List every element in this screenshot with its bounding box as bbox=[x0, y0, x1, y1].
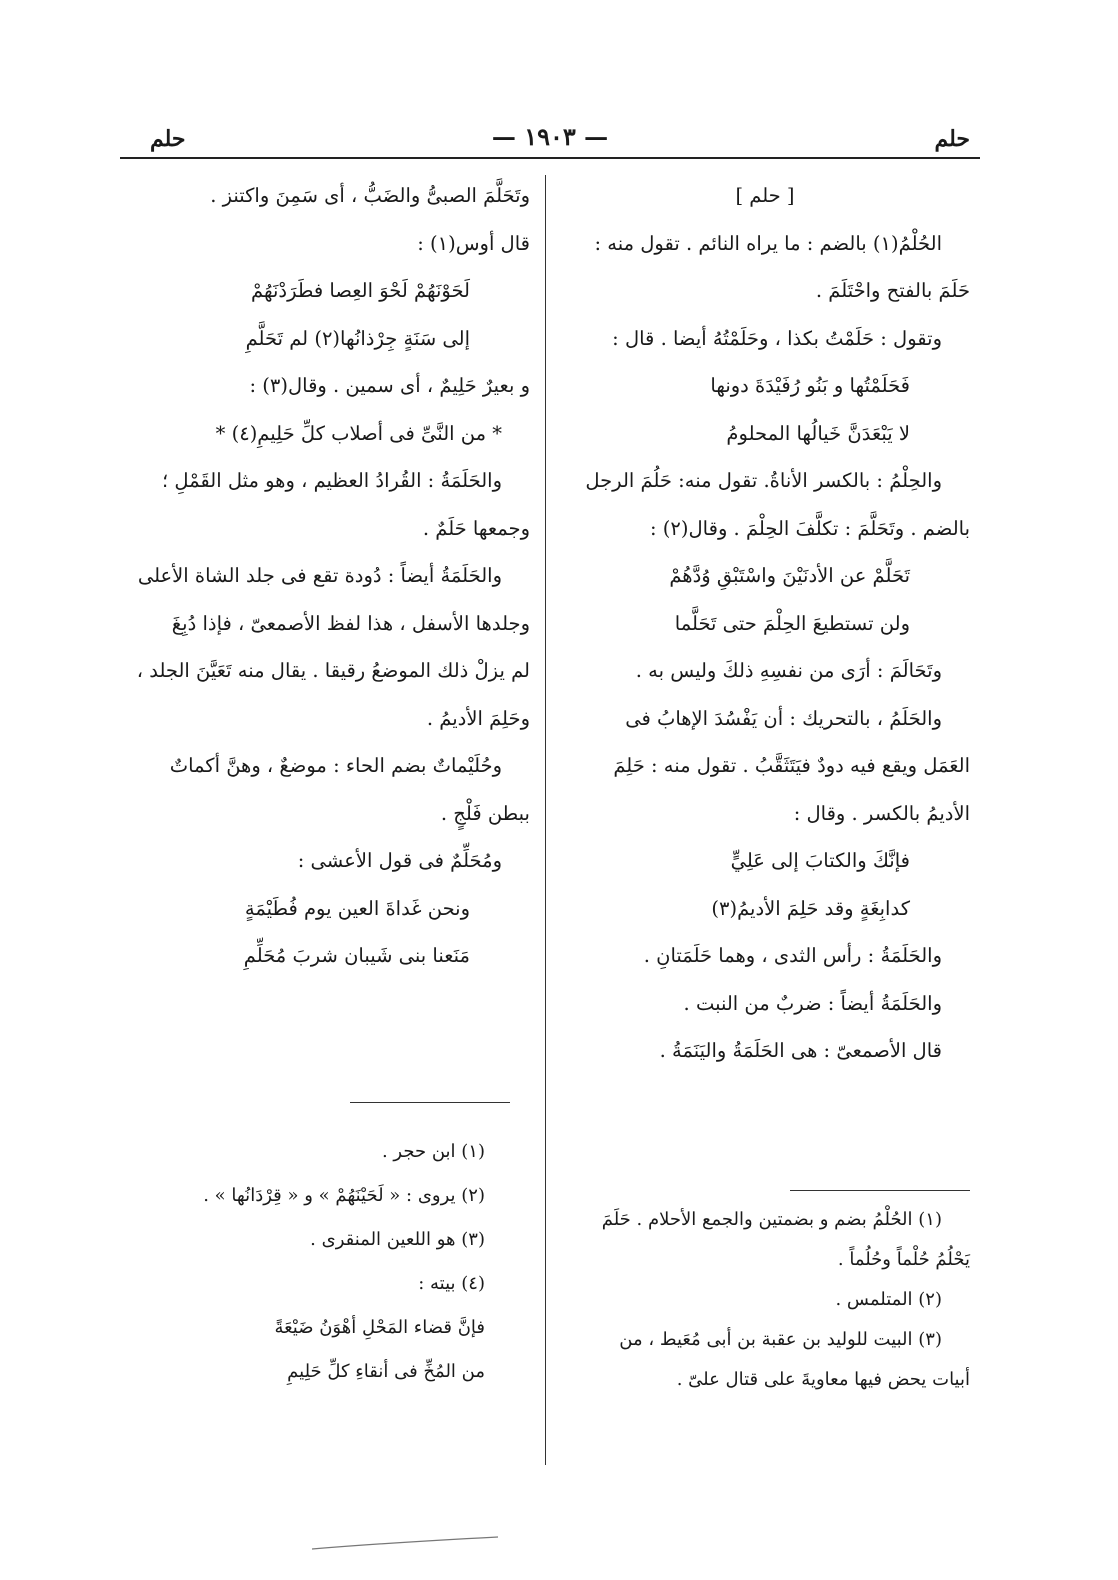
page-header bbox=[120, 118, 980, 158]
verse-line: كدابِغَةٍ وقد حَلِمَ الأديمُ(٣) bbox=[711, 896, 910, 920]
left-footnotes bbox=[118, 1132, 513, 1396]
footnote-line: أبيات يحض فيها معاويةَ على قتال علىّ . bbox=[676, 1369, 970, 1390]
text-line: وتَحَلَّمَ الصبىُّ والضَبُّ ، أى سَمِنَ واكتنز . bbox=[210, 184, 530, 207]
text-line: والحَلَمَةُ أيضاً : دُودة تقع فى جلد الشاة الأعلى bbox=[137, 564, 502, 587]
text-line: ببطن فَلْجٍ . bbox=[440, 801, 530, 825]
entry-heading: [ حلم ] bbox=[735, 184, 795, 207]
text-line: وحُلَيْماتٌ بضم الحاء : موضعٌ ، وهنَّ أكماتٌ bbox=[169, 754, 502, 777]
text-line: ومُحَلِّمٌ فى قول الأعشى : bbox=[297, 849, 502, 872]
verse-line: فَحَلَمْتُها و بَنُو رُفَيْدَةَ دونها bbox=[710, 374, 910, 397]
footnote-rule-left bbox=[350, 1102, 510, 1103]
footnote-line: فإنَّ قضاء المَحْلِ أهْوَنُ ضَيْعَةً bbox=[274, 1317, 485, 1338]
footnote-line: (٣) هو اللعين المنقرى . bbox=[310, 1229, 485, 1250]
right-column bbox=[560, 172, 970, 1075]
text-line: قال الأصمعىّ : هى الحَلَمَةُ واليَنَمَةُ . bbox=[659, 1039, 942, 1062]
header-rule bbox=[120, 157, 980, 159]
verse-line: لا يَبْعَدَنَّ خَيالُها المحلومُ bbox=[726, 421, 910, 445]
verse-line: ونحن غَداةَ العين يوم فُطَيْمَةٍ bbox=[244, 896, 470, 920]
verse-line: ولن تستطيعَ الحِلْمَ حتى تَحَلَّما bbox=[674, 611, 910, 635]
text-line: قال أوس(١) : bbox=[417, 231, 530, 255]
footnote-line: (١) الحُلْمُ بضم و بضمتين والجمع الأحلام . حَلَمَ bbox=[601, 1209, 942, 1230]
footnote-rule-right bbox=[790, 1190, 970, 1191]
footnote-line: (٣) البيت للوليد بن عقبة بن أبى مُعَيط ، من bbox=[619, 1329, 942, 1350]
text-line: و بعيرٌ حَلِيمٌ ، أى سمين . وقال(٣) : bbox=[249, 374, 530, 397]
footnote-line: يَحْلُمُ حُلْماً وحُلُماً . bbox=[837, 1249, 970, 1270]
verse-line: لَحَوْنَهُمْ لَحْوَ العِصا فطَرَدْنَهُمْ bbox=[251, 279, 470, 302]
footnote-line: (١) ابن حجر . bbox=[381, 1141, 485, 1162]
right-footnotes bbox=[560, 1200, 970, 1400]
footnote-line: (٢) المتلمس . bbox=[835, 1289, 942, 1310]
column-divider bbox=[545, 175, 546, 1465]
text-line: وتقول : حَلَمْتُ بكذا ، وحَلَمْتُهُ أيضا . قال : bbox=[612, 326, 942, 350]
text-line: والحَلَمُ ، بالتحريك : أن يَفْسُدَ الإهابُ فى bbox=[625, 706, 942, 730]
text-line: والحَلَمَةُ : رأس الثدى ، وهما حَلَمَتانِ . bbox=[643, 944, 942, 967]
text-line: وتَحَالَمَ : أرَى من نفسِهِ ذلكَ وليس به . bbox=[635, 659, 942, 682]
text-line: والحِلْمُ : بالكسر الأناةُ. تقول منه: حَلُمَ الرجل bbox=[585, 469, 942, 492]
text-line: الحُلْمُ(١) بالضم : ما يراه النائم . تقول منه : bbox=[594, 231, 942, 255]
verse-line: إلى سَنَةٍ جِرْذانُها(٢) لم تَحَلَّمِ bbox=[245, 326, 470, 350]
verse-line: * من النَّىِّ فى أصلاب كلِّ حَلِيمِ(٤) * bbox=[215, 421, 502, 445]
text-line: وحَلِمَ الأديمُ . bbox=[426, 706, 530, 730]
header-left-word: حلم bbox=[150, 126, 186, 152]
pen-stroke-mark bbox=[310, 1535, 500, 1553]
footnote-line: (٤) بيته : bbox=[418, 1273, 485, 1294]
header-right-word: حلم bbox=[934, 126, 970, 152]
text-line: حَلَمَ بالفتح واحْتَلَمَ . bbox=[815, 279, 970, 302]
text-line: والحَلَمَةُ أيضاً : ضربٌ من النبت . bbox=[683, 991, 942, 1015]
page-number: — ١٩٠٣ — bbox=[491, 122, 609, 151]
footnote-line: من المُخِّ فى أنقاءِ كلِّ حَلِيمِ bbox=[287, 1361, 485, 1382]
text-line: العَمَل ويقع فيه دودٌ فيَتَثَقَّبُ . تقول منه : حَلِمَ bbox=[613, 754, 970, 777]
left-column bbox=[118, 172, 530, 980]
verse-line: فإنَّكَ والكتابَ إلى عَلِيٍّ bbox=[730, 849, 910, 872]
text-line: وجلدها الأسفل ، هذا لفظ الأصمعىّ ، فإذا دُبِغَ bbox=[171, 611, 530, 635]
text-line: لم يزلْ ذلك الموضعُ رقيقا . يقال منه تَعَيَّنَ الجلد ، bbox=[136, 659, 530, 682]
text-line: والحَلَمَةُ : القُرادُ العظيم ، وهو مثل القَمْلِ ؛ bbox=[161, 469, 502, 492]
text-line: وجمعها حَلَمٌ . bbox=[422, 516, 530, 540]
footnote-line: (٢) يروى : « لَحَيْنَهُمْ » و « قِرْدَانُها » . bbox=[203, 1185, 485, 1206]
text-line: بالضم . وتَحَلَّمَ : تكلَّفَ الحِلْمَ . وقال(٢) : bbox=[650, 516, 970, 540]
text-line: الأديمُ بالكسر . وقال : bbox=[793, 801, 970, 825]
verse-line: مَنَعنا بنى شَيبان شربَ مُحَلِّمِ bbox=[243, 944, 470, 967]
verse-line: تَحَلَّمْ عن الأدنَيْنَ واسْتَبْقِ وُدَّهُمْ bbox=[669, 564, 910, 587]
